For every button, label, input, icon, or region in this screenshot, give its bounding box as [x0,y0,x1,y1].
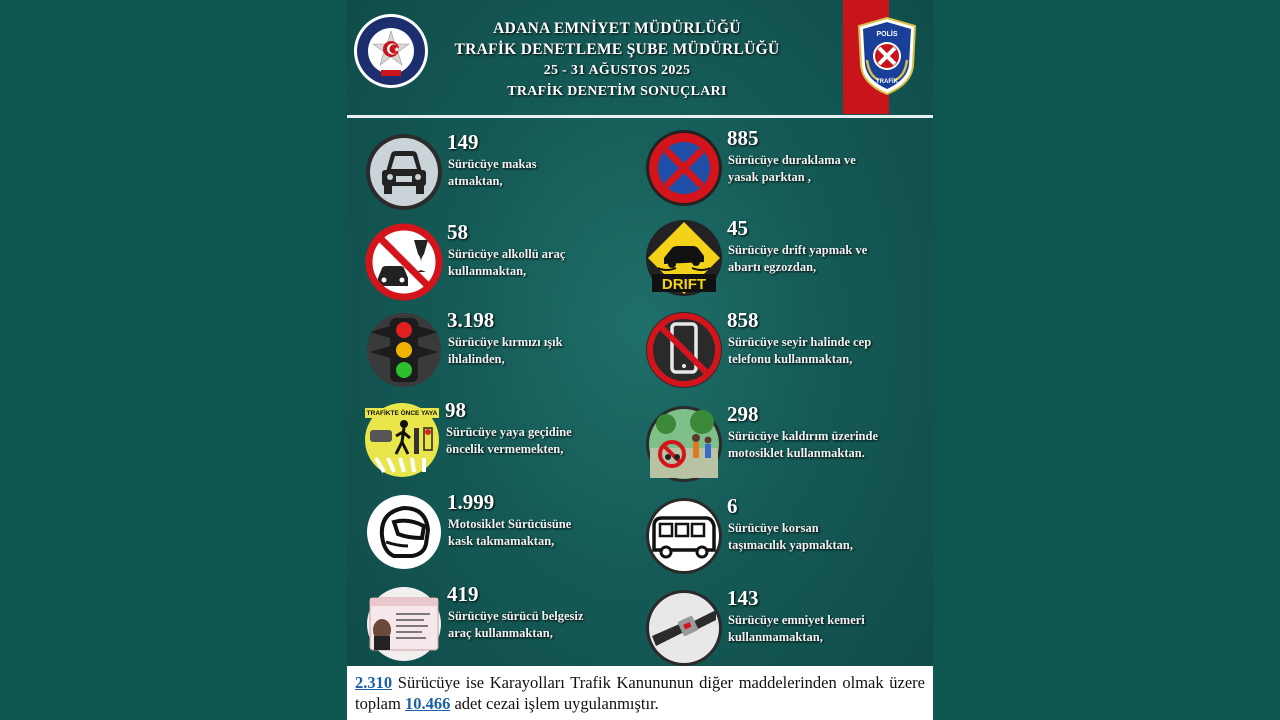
stat-item-kask [364,492,654,572]
shield-text-bottom: TRAFİK [876,79,898,85]
footer-text-1: Sürücüye ise Karayolları Trafik Kanununun diğer maddelerinden olmak üzere toplam [355,673,925,713]
stat-description: Sürücüye drift yapmak ve abartı egzozdan, [728,243,868,274]
pedestrian-badge-text: TRAFİKTE ÖNCE YAYA [366,410,438,417]
stat-description: Sürücüye duraklama ve yasak parktan , [728,153,856,184]
header-divider [347,115,933,118]
shield-text-top: POLİS [876,31,898,38]
stat-description: Sürücüye emniyet kemeri kullanmamaktan, [728,613,865,644]
header [347,0,933,116]
stat-item-emniyet-kemeri [644,588,933,668]
drift-badge-text: DRIFT [661,276,707,293]
footer-text-2: adet cezai işlem uygulanmıştır. [450,694,659,713]
stat-number: 885 [727,126,759,150]
title-line-3: 25 - 31 AĞUSTOS 2025 [543,63,691,78]
stat-number: 858 [727,308,759,332]
stat-description: Motosiklet Sürücüsüne kask takmamaktan, [448,517,572,548]
pedestrian-crossing-icon [362,400,442,480]
traffic-light-icon [364,310,444,390]
title-line-2: TRAFİK DENETLEME ŞUBE MÜDÜRLÜĞÜ [454,41,780,58]
no-phone-icon [644,310,724,390]
seatbelt-icon [644,588,724,668]
stat-number: 3.198 [447,308,495,332]
no-drink-driving-icon [364,222,444,302]
trafik-polis-shield-icon [855,16,919,96]
helmet-icon [364,492,444,572]
stat-number: 6 [727,494,738,518]
drift-car-icon [644,218,724,298]
stat-number: 98 [445,398,466,422]
stat-description: Sürücüye makas atmaktan, [448,157,537,188]
footer-count-total: 10.466 [404,694,451,713]
stat-number: 45 [727,216,748,240]
stat-number: 419 [447,582,479,606]
driver-license-icon [364,584,444,664]
title-line-4: TRAFİK DENETİM SONUÇLARI [507,84,727,99]
stat-item-cep-telefonu [644,310,933,390]
stat-number: 143 [727,586,759,610]
car-front-icon [364,132,444,212]
stat-item-alkol [364,222,654,302]
stat-description: Sürücüye sürücü belgesiz araç kullanmaktan, [448,609,584,640]
stat-item-kaldirim [644,404,933,484]
stat-item-korsan [644,496,933,576]
stat-number: 149 [447,130,479,154]
stat-item-drift [644,218,933,298]
stat-item-yaya [362,400,652,480]
stat-item-ehliyet [364,584,654,664]
stat-description: Sürücüye seyir halinde cep telefonu kullanmaktan, [728,335,872,366]
stat-description: Sürücüye kaldırım üzerinde motosiklet kullanmaktan. [728,429,879,460]
title-line-1: ADANA EMNİYET MÜDÜRLÜĞÜ [493,20,741,37]
header-title [417,18,817,102]
stat-number: 1.999 [447,490,495,514]
stat-item-yasak-park [644,128,933,208]
stat-number: 298 [727,402,759,426]
stat-description: Sürücüye yaya geçidine öncelik vermemekten, [446,425,572,456]
no-parking-icon [644,128,724,208]
infographic-poster [347,0,933,720]
stat-description: Sürücüye alkollü araç kullanmaktan, [448,247,566,278]
stat-description: Sürücüye korsan taşımacılık yapmaktan, [728,521,854,552]
footer-count-other: 2.310 [355,673,393,692]
no-motorcycle-sidewalk-icon [644,404,724,484]
stat-item-makas [364,132,654,212]
stat-description: Sürücüye kırmızı ışık ihlalinden, [448,335,563,366]
stat-number: 58 [447,220,468,244]
stat-item-kirmizi-isik [364,310,654,390]
bus-icon [644,496,724,576]
footer-summary [347,666,933,720]
